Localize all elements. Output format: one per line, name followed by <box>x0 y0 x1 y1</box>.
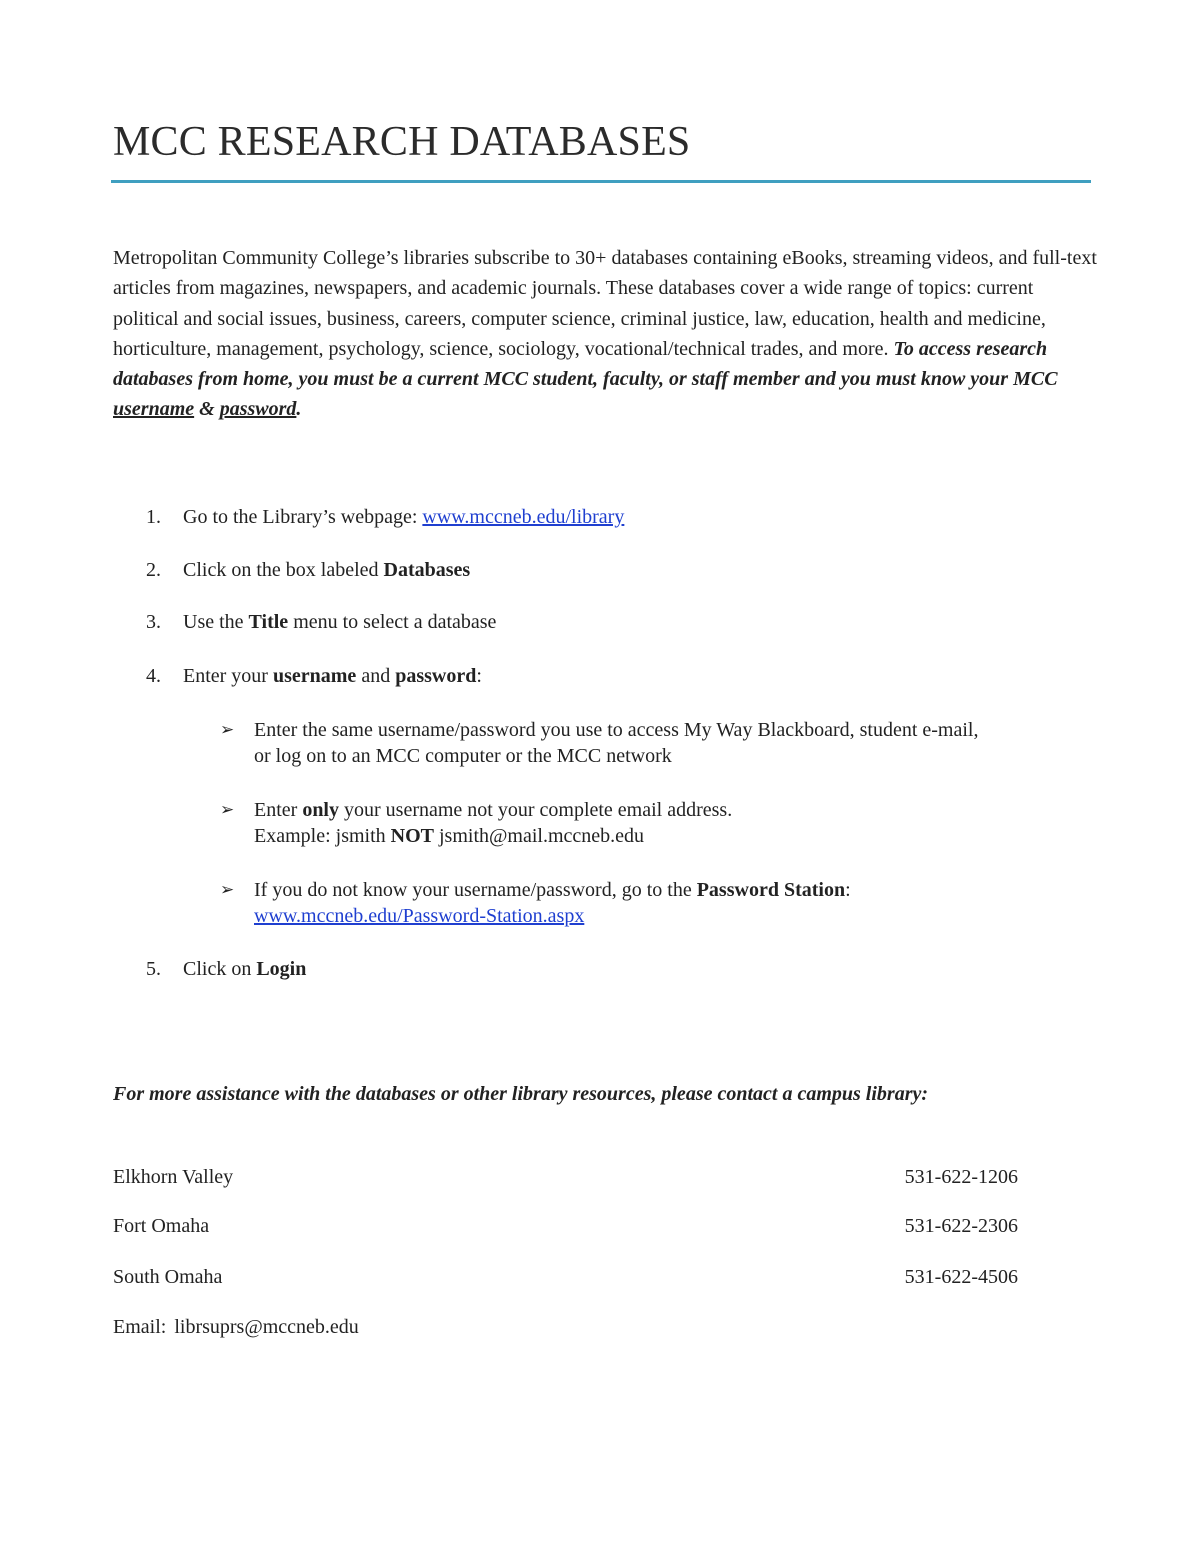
step-text: Enter your <box>183 665 273 687</box>
intro-paragraph <box>113 243 1098 425</box>
step-number: 5. <box>146 958 161 980</box>
example-bold-term: NOT <box>390 825 434 847</box>
step-bold-term: username <box>272 665 357 687</box>
step-text: Click on the box labeled <box>183 559 384 581</box>
campus-phone: 531-622-4506 <box>904 1266 1018 1288</box>
step-number: 1. <box>146 506 161 528</box>
campus-name: Elkhorn Valley <box>113 1166 234 1188</box>
arrow-bullet-icon: ➢ <box>220 800 235 820</box>
assistance-heading: For more assistance with the databases or other library resources, please contact a campus library: <box>113 1083 929 1105</box>
bullet-text: If you do not know your username/password, go to the <box>254 879 697 901</box>
step-text-end: menu to select a database <box>288 611 497 633</box>
bullet-example-line <box>254 823 732 849</box>
bullet-bold-term: Password Station <box>696 879 846 901</box>
example-email: jsmith@mail.mccneb.edu <box>434 825 645 847</box>
password-station-link[interactable]: www.mccneb.edu/Password-Station.aspx <box>254 905 585 927</box>
intro-emphasis-prefix: To access research databases from home, you must be a current MCC student, faculty, or staff member and you must know your MCC <box>113 337 1058 391</box>
page-title: MCC RESEARCH DATABASES <box>113 119 691 165</box>
campus-name: Fort Omaha <box>113 1215 210 1237</box>
intro-emphasis-end: . <box>296 398 302 421</box>
step-bold-term: Login <box>256 958 307 980</box>
step-text: Go to the Library’s webpage: <box>183 506 423 528</box>
example-text: Example: jsmith <box>254 825 391 847</box>
arrow-bullet-icon: ➢ <box>220 880 235 900</box>
arrow-bullet-icon: ➢ <box>220 720 235 740</box>
bullet-text-end: : <box>845 879 851 901</box>
step-number: 2. <box>146 559 161 581</box>
email-address: librsuprs@mccneb.edu <box>174 1316 359 1338</box>
step-bold-term-2: password <box>395 665 477 687</box>
step-text-end: : <box>476 665 482 687</box>
step-number: 4. <box>146 665 161 687</box>
step-number: 3. <box>146 611 161 633</box>
step-text: Use the <box>183 611 249 633</box>
bullet-text-line: or log on to an MCC computer or the MCC network <box>254 745 672 767</box>
intro-emphasis-password: password <box>219 398 297 421</box>
campus-phone: 531-622-2306 <box>904 1215 1018 1237</box>
email-row <box>113 1314 359 1340</box>
bullet-bold-term: only <box>302 799 339 821</box>
bullet-text-line <box>254 877 851 903</box>
library-webpage-link[interactable]: www.mccneb.edu/library <box>422 506 625 528</box>
campus-row <box>113 1213 1018 1239</box>
bullet-text-line: Enter the same username/password you use to access My Way Blackboard, student e-mail, <box>254 719 979 741</box>
intro-emphasis-amp: & <box>194 398 220 421</box>
campus-row <box>113 1264 1018 1290</box>
step-bold-term: Title <box>248 611 289 633</box>
bullet-text-line <box>254 797 732 823</box>
step-bold-term: Databases <box>383 559 471 581</box>
campus-phone: 531-622-1206 <box>904 1166 1018 1188</box>
intro-emphasis-username: username <box>113 398 195 421</box>
campus-row <box>113 1164 1018 1190</box>
intro-text: Metropolitan Community College’s libraries subscribe to 30+ databases containing eBooks, streaming videos, and full-text articles from magazines, newspapers, and academic journals. These databases cover a wide range of topics: current political and social issues, business, careers, computer science, criminal justice, law, education, health and medicine, horticulture, management, psychology, science, sociology, vocational/technical trades, and more. <box>113 247 1097 360</box>
campus-name: South Omaha <box>113 1266 223 1288</box>
step-text: Click on <box>183 958 257 980</box>
bullet-text-end: your username not your complete email address. <box>339 799 733 821</box>
step-text-mid: and <box>356 665 396 687</box>
bullet-text: Enter <box>254 799 303 821</box>
title-divider <box>111 180 1091 183</box>
email-label: Email: <box>113 1316 167 1338</box>
